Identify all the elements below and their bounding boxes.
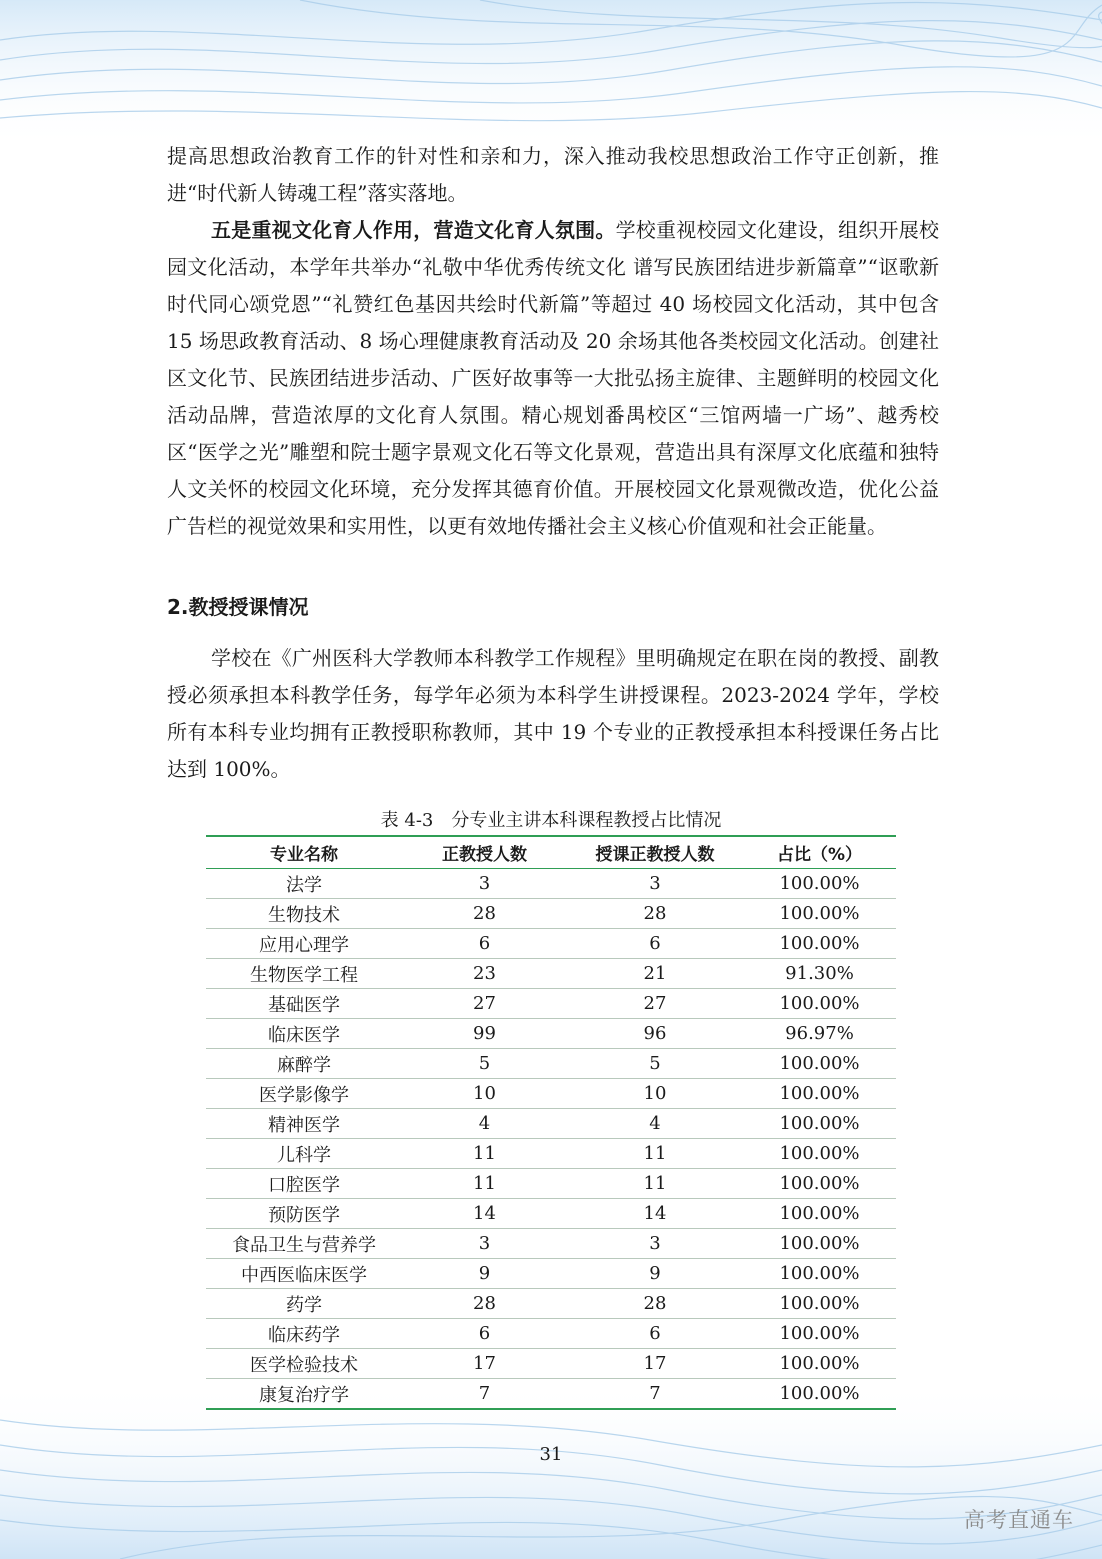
table-caption: [206, 808, 896, 834]
cell-ratio: 100.00%: [743, 929, 896, 959]
table-header-row: [206, 836, 896, 869]
table-row: [206, 1199, 896, 1229]
cell-ratio: 100.00%: [779, 1383, 860, 1404]
cell-teaching: 96: [567, 1019, 743, 1049]
cell-major: 药学: [206, 1289, 402, 1319]
professor-ratio-table: [206, 835, 896, 1410]
page-number: 31: [539, 1444, 563, 1465]
table-row: [206, 1049, 896, 1079]
cell-teaching: 3: [567, 869, 743, 899]
cell-professors: 3: [402, 1229, 567, 1259]
cell-major: 麻醉学: [206, 1049, 402, 1079]
cell-professors: 11: [402, 1169, 567, 1199]
paragraph-3: 学校在《广州医科大学教师本科教学工作规程》里明确规定在职在岗的教授、副教授必须承担本科教学任务，每学年必须为本科学生讲授课程。2023-2024 学年，学校所有本科专业均拥有正教授职称教师，其中 19 个专业的正教授承担本科授课任务占比达到 100%。: [167, 646, 939, 781]
cell-professors: 4: [402, 1109, 567, 1139]
cell-major: 临床医学: [206, 1019, 402, 1049]
cell-ratio: 100.00%: [743, 1229, 896, 1259]
cell-professors: 17: [402, 1349, 567, 1379]
header-major: 专业名称: [206, 836, 402, 869]
cell-major: 临床药学: [206, 1319, 402, 1349]
paragraph-2-body: 学校重视校园文化建设，组织开展校园文化活动，本学年共举办“礼敬中华优秀传统文化 谱写民族团结进步新篇章”“讴歌新时代同心颂党恩”“礼赞红色基因共绘时代新篇”等超过 40 场校园文化活动，其中包含 15 场思政教育活动、8 场心理健康教育活动及 20 余场其他各类校园文化活动。创建社区文化节、民族团结进步活动、广医好故事等一大批弘扬主旋律、主题鲜明的校园文化活动品牌，营造浓厚的文化育人氛围。精心规划番禺校区“三馆两墙一广场”、越秀校区“医学之光”雕塑和院士题字景观文化石等文化景观，营造出具有深厚文化底蕴和独特人文关怀的校园文化环境，充分发挥其德育价值。开展校园文化景观微改造，优化公益广告栏的视觉效果和实用性，以更有效地传播社会主义核心价值观和社会正能量。: [167, 218, 940, 538]
table-row: [206, 1289, 896, 1319]
cell-ratio: 100.00%: [743, 1139, 896, 1169]
cell-professors: 6: [402, 1319, 567, 1349]
cell-major: 康复治疗学: [259, 1384, 349, 1406]
cell-ratio: 91.30%: [743, 959, 896, 989]
cell-ratio: 100.00%: [743, 1349, 896, 1379]
cell-major: 医学影像学: [206, 1079, 402, 1109]
cell-professors: 3: [402, 869, 567, 899]
cell-major: 生物医学工程: [206, 959, 402, 989]
cell-professors: 7: [478, 1383, 491, 1404]
cell-professors: 11: [402, 1139, 567, 1169]
table-row: [206, 1379, 896, 1410]
cell-professors: 6: [402, 929, 567, 959]
cell-ratio: 100.00%: [743, 1319, 896, 1349]
cell-professors: 27: [402, 989, 567, 1019]
table-row: [206, 1109, 896, 1139]
table-row: [206, 899, 896, 929]
cell-professors: 28: [402, 899, 567, 929]
cell-ratio: 100.00%: [743, 899, 896, 929]
cell-major: 应用心理学: [206, 929, 402, 959]
paragraph-2-lead: 五是重视文化育人作用，营造文化育人氛围。: [211, 218, 616, 242]
cell-teaching: 28: [567, 899, 743, 929]
cell-major: 中西医临床医学: [206, 1259, 402, 1289]
cell-teaching: 10: [567, 1079, 743, 1109]
cell-teaching: 6: [567, 1319, 743, 1349]
cell-major: 预防医学: [206, 1199, 402, 1229]
table-row: [206, 1079, 896, 1109]
cell-ratio: 100.00%: [743, 1169, 896, 1199]
table-row: [206, 1349, 896, 1379]
table-row: [206, 1169, 896, 1199]
cell-teaching: 27: [567, 989, 743, 1019]
cell-teaching: 21: [567, 959, 743, 989]
cell-ratio: 100.00%: [743, 1109, 896, 1139]
cell-professors: 9: [402, 1259, 567, 1289]
table-caption-title: 分专业主讲本科课程教授占比情况: [451, 810, 722, 831]
cell-professors: 10: [402, 1079, 567, 1109]
cell-major: 口腔医学: [206, 1169, 402, 1199]
table-row: [206, 1259, 896, 1289]
cell-teaching: 28: [567, 1289, 743, 1319]
cell-teaching: 17: [567, 1349, 743, 1379]
cell-teaching: 5: [567, 1049, 743, 1079]
paragraph-1: 提高思想政治教育工作的针对性和亲和力，深入推动我校思想政治工作守正创新，推进“时代新人铸魂工程”落实落地。: [167, 144, 939, 205]
cell-teaching: 9: [567, 1259, 743, 1289]
cell-major: 儿科学: [206, 1139, 402, 1169]
cell-ratio: 96.97%: [743, 1019, 896, 1049]
header-teaching-professors: 授课正教授人数: [567, 836, 743, 869]
cell-ratio: 100.00%: [743, 1079, 896, 1109]
cell-teaching: 6: [567, 929, 743, 959]
cell-professors: 99: [402, 1019, 567, 1049]
cell-ratio: 100.00%: [743, 1199, 896, 1229]
cell-teaching: 11: [567, 1169, 743, 1199]
cell-ratio: 100.00%: [743, 989, 896, 1019]
cell-major: 基础医学: [206, 989, 402, 1019]
cell-major: 食品卫生与营养学: [206, 1229, 402, 1259]
table-row: [206, 869, 896, 899]
cell-ratio: 100.00%: [743, 1049, 896, 1079]
table-row: [206, 929, 896, 959]
cell-teaching: 11: [567, 1139, 743, 1169]
cell-major: 医学检验技术: [206, 1349, 402, 1379]
table-row: [206, 1229, 896, 1259]
table-row: [206, 1019, 896, 1049]
cell-professors: 23: [402, 959, 567, 989]
table-row: [206, 1139, 896, 1169]
cell-major: 精神医学: [206, 1109, 402, 1139]
paragraph-2: [167, 212, 939, 545]
cell-teaching: 7: [649, 1383, 661, 1404]
cell-major: 生物技术: [206, 899, 402, 929]
header-professors: 正教授人数: [402, 836, 567, 869]
cell-professors: 28: [402, 1289, 567, 1319]
section-heading: 2.教授授课情况: [167, 595, 309, 619]
cell-professors: 5: [402, 1049, 567, 1079]
cell-ratio: 100.00%: [743, 869, 896, 899]
cell-professors: 14: [402, 1199, 567, 1229]
table-row: [206, 989, 896, 1019]
cell-ratio: 100.00%: [743, 1259, 896, 1289]
cell-teaching: 14: [567, 1199, 743, 1229]
table-caption-number: 表 4-3: [380, 810, 434, 831]
header-ratio: 占比（%）: [743, 836, 896, 869]
cell-teaching: 4: [567, 1109, 743, 1139]
cell-teaching: 3: [567, 1229, 743, 1259]
watermark-logo: 高考直通车: [964, 1508, 1074, 1532]
cell-ratio: 100.00%: [743, 1289, 896, 1319]
table-row: [206, 959, 896, 989]
table-row: [206, 1319, 896, 1349]
cell-major: 法学: [206, 869, 402, 899]
